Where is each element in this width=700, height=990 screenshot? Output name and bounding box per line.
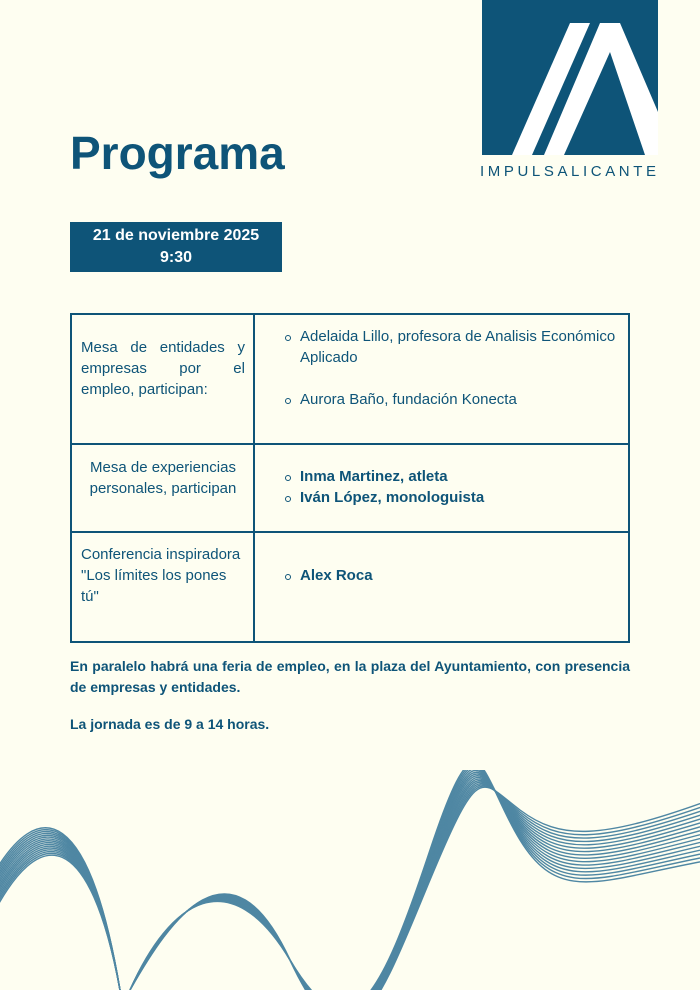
list-item: Inma Martinez, atleta (300, 466, 628, 487)
wave-line (0, 770, 700, 990)
row-label: Mesa de experiencias personales, participan (71, 444, 254, 532)
wave-line (0, 770, 700, 990)
logo-icon (482, 0, 658, 155)
program-table (70, 313, 630, 643)
table-row (71, 444, 629, 532)
fair-note: En paralelo habrá una feria de empleo, en la plaza del Ayuntamiento, con presencia de empresas y entidades. (70, 658, 630, 695)
list-item: Adelaida Lillo, profesora de Analisis Económico Aplicado (300, 326, 628, 368)
row-label: Mesa de entidades y empresas por el empleo, participan: (71, 314, 254, 444)
wave-line (0, 776, 700, 990)
wave-line (0, 787, 700, 990)
wave-line (0, 786, 700, 990)
wave-line (0, 770, 700, 990)
list-item: Alex Roca (300, 565, 628, 586)
row-label: Conferencia inspiradora "Los límites los pones tú" (71, 532, 254, 642)
wave-decoration-icon (0, 770, 700, 990)
list-item: Iván López, monologuista (300, 487, 628, 508)
wave-line (0, 783, 700, 990)
wave-line (0, 782, 700, 990)
logo-text: IMPULSALICANTE (480, 163, 660, 180)
logo-mark (482, 0, 658, 155)
wave-line (0, 785, 700, 990)
wave-line (0, 770, 700, 990)
wave-line (0, 781, 700, 990)
schedule-note: La jornada es de 9 a 14 horas. (70, 716, 270, 732)
wave-line (0, 777, 700, 990)
date-box (70, 222, 282, 272)
date-text: 21 de noviembre 2025 (92, 227, 260, 244)
table-row (71, 532, 629, 642)
wave-line (0, 779, 700, 990)
page-title: Programa (70, 127, 285, 179)
table-row (71, 314, 629, 444)
time-text: 9:30 (159, 249, 193, 266)
wave-line (0, 770, 700, 990)
list-item: Aurora Baño, fundación Konecta (300, 389, 628, 410)
